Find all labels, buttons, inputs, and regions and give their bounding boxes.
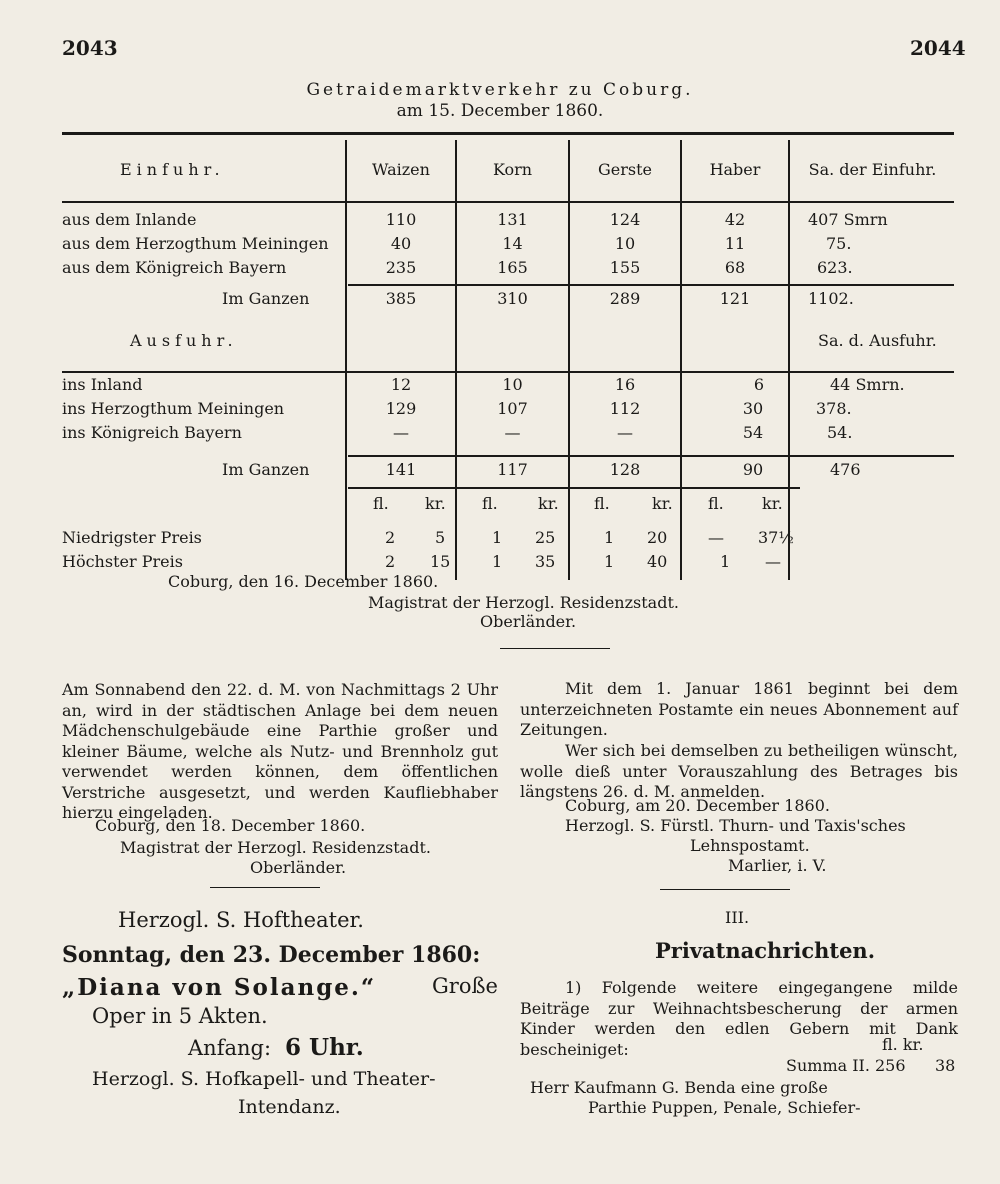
currency-label: fl. <box>482 494 498 513</box>
col-header-korn: Korn <box>492 160 533 179</box>
cell-value: 2 <box>385 528 396 547</box>
ausfuhr-rule <box>62 371 954 373</box>
left-notice-office: Magistrat der Herzogl. Residenzstadt. <box>120 838 431 857</box>
summa-fl: 256 <box>875 1056 906 1075</box>
cell-value: 128 <box>609 460 641 479</box>
cell-value: 54. <box>827 423 853 442</box>
cell-value: 11 <box>724 234 746 253</box>
total-label: Im Ganzen <box>222 460 310 479</box>
table-col-rule <box>680 140 682 580</box>
cell-value: 476 <box>830 460 861 479</box>
cell-value: 15 <box>430 552 451 571</box>
col-header-sum: Sa. der Einfuhr. <box>808 160 937 179</box>
theater-title: Herzogl. S. Hoftheater. <box>118 908 364 932</box>
cell-value: 35 <box>535 552 556 571</box>
row-label: aus dem Königreich Bayern <box>62 258 287 277</box>
currency-label: kr. <box>425 494 446 513</box>
cell-value: 90 <box>742 460 764 479</box>
donation-text: 1) Folgende weitere eingegangene milde Beiträge zur Weihnachtsbescherung der armen Kinder werden den edlen Gebern mit Dank bescheiniget: <box>520 978 958 1059</box>
currency-label: kr. <box>538 494 559 513</box>
cell-value: 131 <box>497 210 528 229</box>
row-label: aus dem Inlande <box>62 210 197 229</box>
total-label: Im Ganzen <box>222 289 310 308</box>
currency-label: fl. <box>594 494 610 513</box>
cell-value: 75. <box>826 234 852 253</box>
theater-genre: Große <box>432 974 498 998</box>
cell-value: 40 <box>647 552 668 571</box>
summa-kr: 38 <box>935 1056 956 1075</box>
cell-value: 407 Smrn <box>808 210 888 229</box>
table-col-rule <box>788 140 790 580</box>
cell-value: 235 <box>385 258 417 277</box>
section-divider <box>210 887 320 888</box>
right-notice-place: Coburg, am 20. December 1860. <box>565 796 830 815</box>
theater-start-label: Anfang: <box>188 1036 272 1060</box>
row-label: Höchster Preis <box>62 552 183 571</box>
left-notice-name: Oberländer. <box>250 858 347 877</box>
right-notice-office-line2: Lehnspostamt. <box>690 836 810 855</box>
section-divider <box>660 889 790 890</box>
cell-value: 1102. <box>808 289 854 308</box>
table-col-rule <box>345 140 347 580</box>
col-header-haber: Haber <box>709 160 761 179</box>
right-notice-office: Herzogl. S. Fürstl. Thurn- und Taxis'sches <box>565 816 906 835</box>
cell-value: 12 <box>390 375 412 394</box>
cell-value: — <box>504 423 521 442</box>
col-header-waizen: Waizen <box>372 160 430 179</box>
page-number-left: 2043 <box>62 36 118 60</box>
left-notice-text: Am Sonnabend den 22. d. M. von Nachmittags 2 Uhr an, wird in der städtischen Anlage bei dem neuen Mädchenschulgebäude eine Parthie großer und kleiner Bäume, welche als Nutz- und Brennholz gut verwendet werden können, dem öffentlichen Verstriche ausgesetzt, und werden Kaufliebhaber hierzu eingeladen. <box>62 680 498 822</box>
header-einfuhr: Einfuhr. <box>120 160 225 179</box>
cell-value: 1 <box>492 552 503 571</box>
cell-value: 165 <box>497 258 528 277</box>
theater-signer-line2: Intendanz. <box>238 1096 341 1118</box>
theater-start-time: 6 Uhr. <box>285 1034 364 1061</box>
cell-value: 6 <box>753 375 765 394</box>
cell-value: 5 <box>435 528 446 547</box>
cell-value: 289 <box>609 289 641 308</box>
currency-label: fl. <box>708 494 724 513</box>
table-top-rule <box>62 132 954 135</box>
section-title: Privatnachrichten. <box>655 938 876 963</box>
cell-value: 68 <box>724 258 746 277</box>
cell-value: 310 <box>497 289 528 308</box>
row-label: aus dem Herzogthum Meiningen <box>62 234 329 253</box>
theater-play: „Diana von Solange.“ <box>62 974 377 1001</box>
signature-place-date: Coburg, den 16. December 1860. <box>168 572 439 591</box>
table-col-rule <box>568 140 570 580</box>
cell-value: 44 Smrn. <box>830 375 905 394</box>
row-label: ins Königreich Bayern <box>62 423 242 442</box>
col-header-gerste: Gerste <box>597 160 652 179</box>
cell-value: 129 <box>385 399 417 418</box>
row-label: ins Inland <box>62 375 143 394</box>
cell-value: 117 <box>497 460 528 479</box>
table-header-rule <box>62 201 954 203</box>
donation-entry: Herr Kaufmann G. Benda eine große <box>530 1078 828 1097</box>
currency-label: fl. <box>373 494 389 513</box>
date-line: am 15. December 1860. <box>396 101 604 121</box>
currency-label: kr. <box>652 494 673 513</box>
right-notice-p2: Wer sich bei demselben zu betheiligen wünscht, wolle dieß unter Vorauszahlung des Betrages bis längstens 26. d. M. anmelden. <box>520 741 958 801</box>
cell-value: 378. <box>816 399 852 418</box>
cell-value: 42 <box>724 210 746 229</box>
cell-value: 112 <box>609 399 641 418</box>
section-number: III. <box>725 908 750 927</box>
donation-entry-line2: Parthie Puppen, Penale, Schiefer- <box>588 1098 861 1117</box>
page-title: Getraidemarktverkehr zu Coburg. <box>306 80 694 100</box>
cell-value: 20 <box>647 528 668 547</box>
cell-value: — <box>765 552 781 571</box>
cell-value: 110 <box>385 210 417 229</box>
signature-office: Magistrat der Herzogl. Residenzstadt. <box>368 593 679 612</box>
signature-name: Oberländer. <box>480 612 577 631</box>
theater-genre-line2: Oper in 5 Akten. <box>92 1004 268 1028</box>
cell-value: 10 <box>502 375 523 394</box>
left-notice-place: Coburg, den 18. December 1860. <box>95 816 366 835</box>
right-notice-p1: Mit dem 1. Januar 1861 beginnt bei dem unterzeichneten Postamte ein neues Abonnement auf Zeitungen. <box>520 679 958 739</box>
cell-value: — <box>617 423 633 442</box>
currency-label: kr. <box>762 494 783 513</box>
cell-value: 124 <box>609 210 641 229</box>
table-col-rule <box>455 140 457 580</box>
header-ausfuhr-sum: Sa. d. Ausfuhr. <box>818 331 937 350</box>
cell-value: 1 <box>604 552 615 571</box>
row-label: ins Herzogthum Meiningen <box>62 399 285 418</box>
cell-value: 121 <box>719 289 751 308</box>
cell-value: 385 <box>385 289 417 308</box>
ausfuhr-total-rule <box>348 455 954 457</box>
cell-value: 25 <box>535 528 556 547</box>
cell-value: — <box>708 528 724 547</box>
cell-value: 16 <box>614 375 636 394</box>
price-rule <box>348 487 800 489</box>
donation-units: fl. kr. <box>882 1035 924 1054</box>
summa-label: Summa II. <box>786 1056 870 1075</box>
theater-signer: Herzogl. S. Hofkapell- und Theater- <box>92 1068 436 1090</box>
right-notice-name: Marlier, i. V. <box>728 856 827 875</box>
cell-value: 623. <box>817 258 853 277</box>
cell-value: 1 <box>720 552 731 571</box>
cell-value: 2 <box>385 552 396 571</box>
row-label: Niedrigster Preis <box>62 528 202 547</box>
cell-value: 141 <box>385 460 417 479</box>
cell-value: 40 <box>390 234 412 253</box>
cell-value: 14 <box>502 234 523 253</box>
cell-value: — <box>393 423 409 442</box>
cell-value: 10 <box>614 234 636 253</box>
page-number-right: 2044 <box>910 36 966 60</box>
theater-date: Sonntag, den 23. December 1860: <box>62 942 481 968</box>
cell-value: 107 <box>497 399 528 418</box>
cell-value: 1 <box>604 528 615 547</box>
cell-value: 37½ <box>758 528 794 547</box>
header-ausfuhr: Ausfuhr. <box>130 331 238 350</box>
cell-value: 30 <box>742 399 764 418</box>
section-divider <box>500 648 610 649</box>
cell-value: 54 <box>742 423 764 442</box>
cell-value: 155 <box>609 258 641 277</box>
einfuhr-total-rule <box>348 284 954 286</box>
cell-value: 1 <box>492 528 503 547</box>
